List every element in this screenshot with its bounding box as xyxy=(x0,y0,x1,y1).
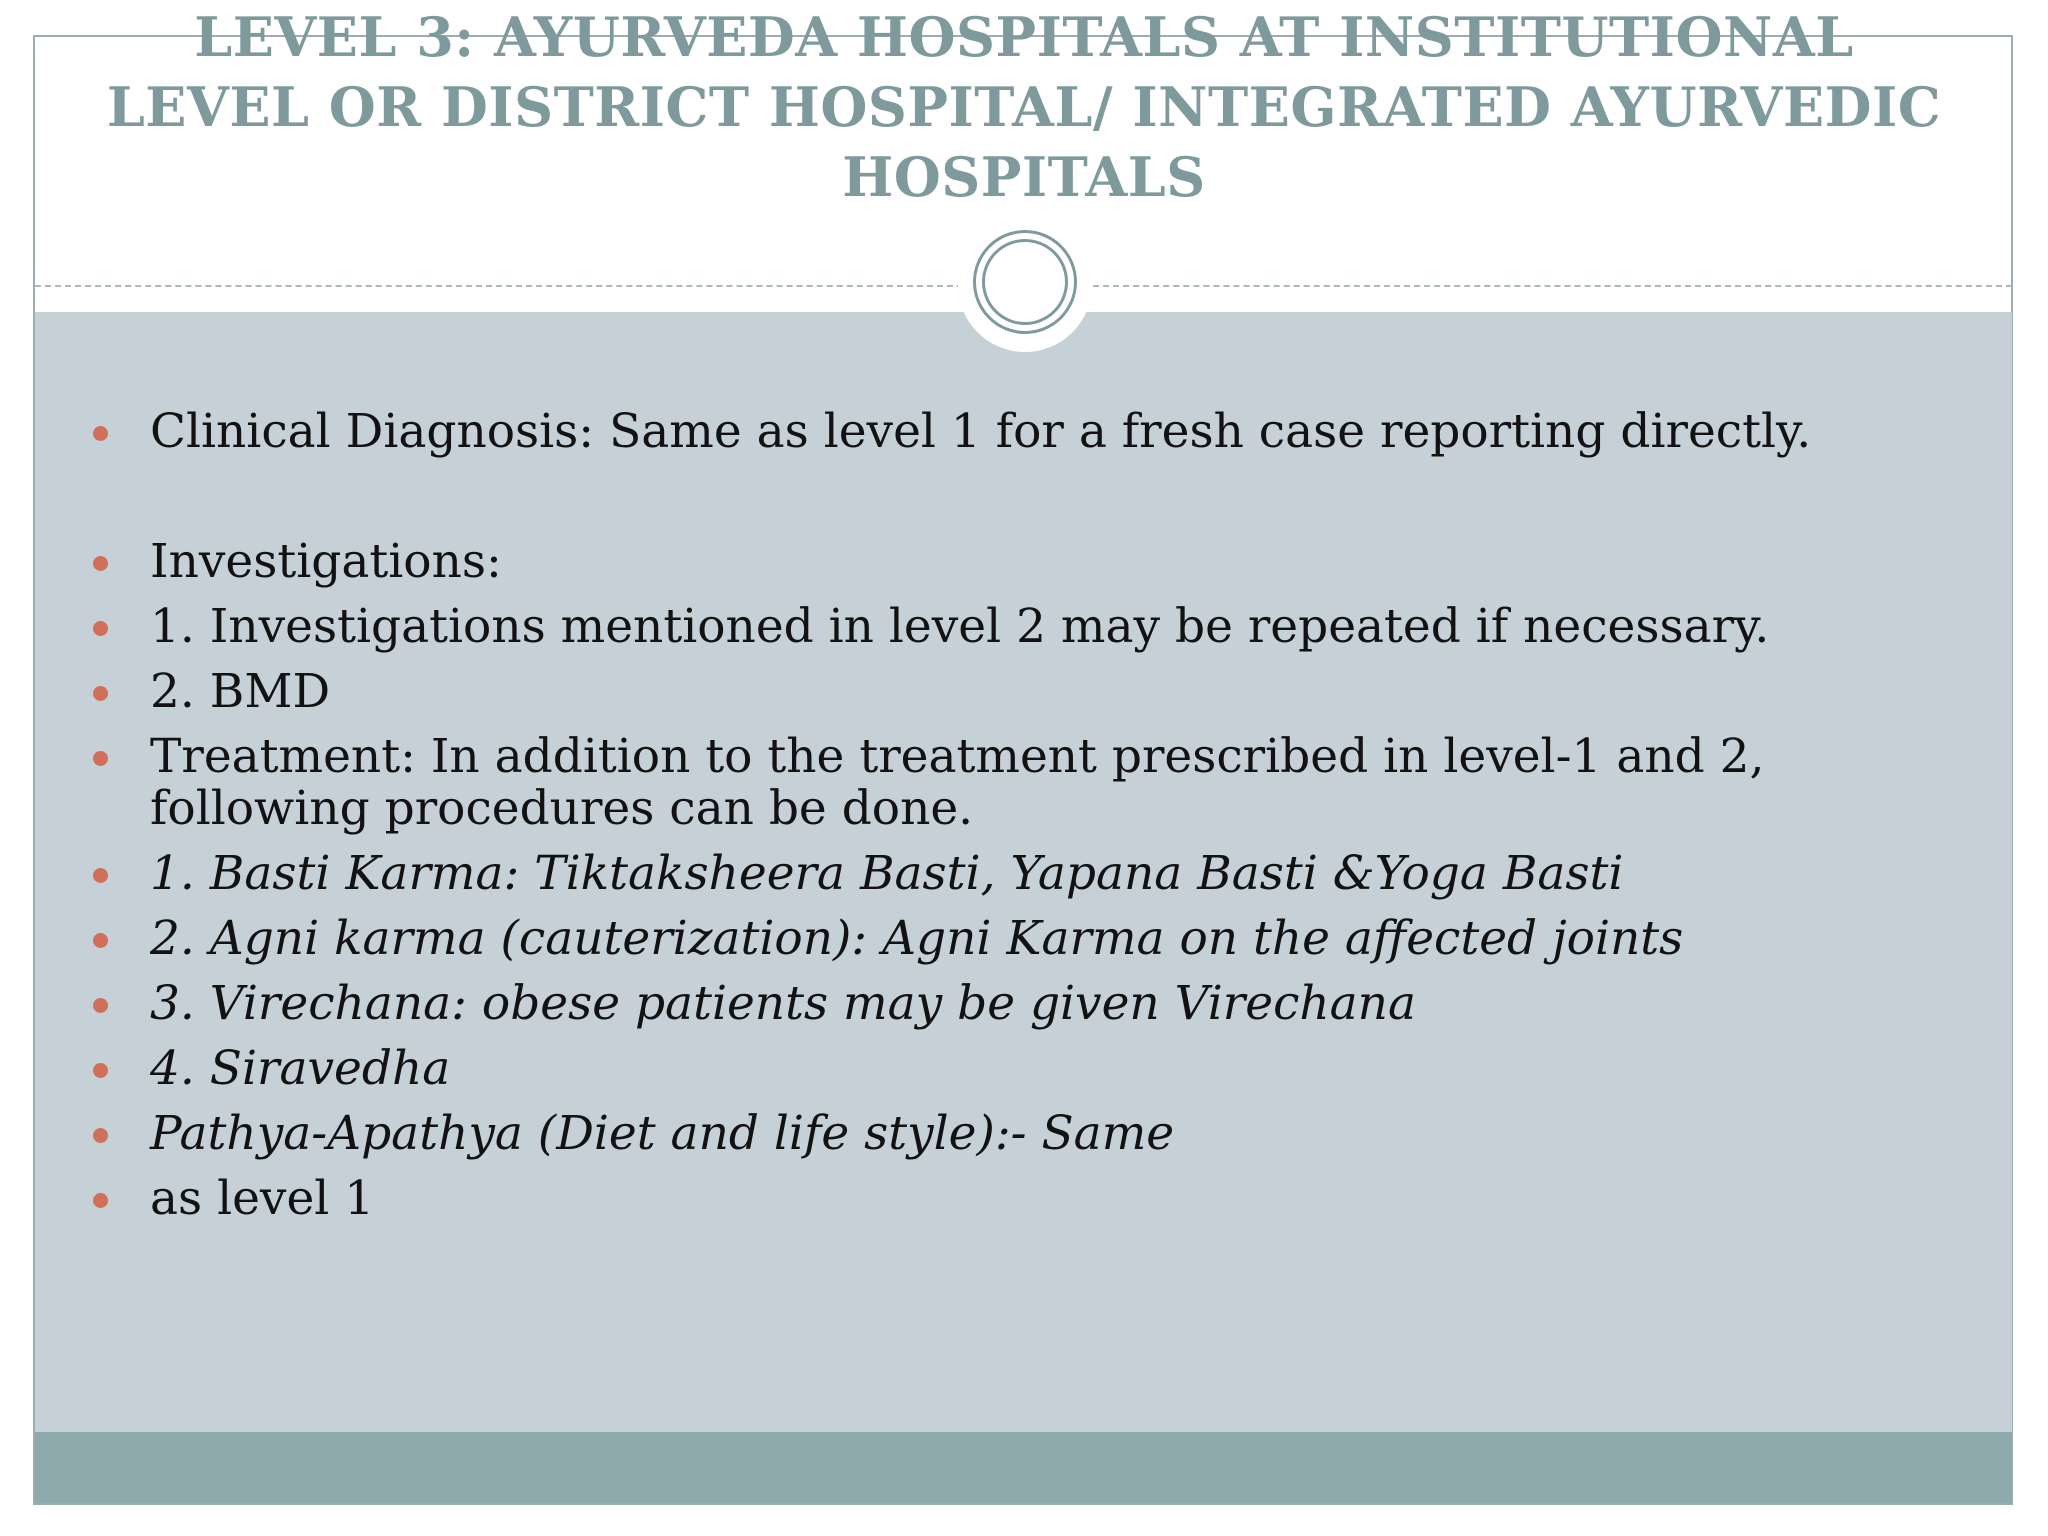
list-item xyxy=(90,406,1970,458)
slide-title xyxy=(80,2,1968,212)
bullet-icon xyxy=(93,933,108,948)
bullet-icon xyxy=(93,1128,108,1143)
list-item xyxy=(90,601,1970,653)
list-item xyxy=(90,978,1970,1030)
title-line: HOSPITALS xyxy=(842,145,1206,209)
list-item-text: Investigations: xyxy=(150,534,502,589)
bullet-icon xyxy=(93,426,108,441)
list-item-text: 4. Siravedha xyxy=(150,1041,451,1096)
title-line: LEVEL OR DISTRICT HOSPITAL/ INTEGRATED AYURVEDIC xyxy=(106,75,1942,139)
list-item xyxy=(90,666,1970,718)
bullet-icon xyxy=(93,998,108,1013)
list-item-text: Treatment: In addition to the treatment prescribed in level-1 and 2, following procedures can be done. xyxy=(150,729,1765,836)
bullet-list xyxy=(90,406,1970,1238)
bullet-icon xyxy=(93,1063,108,1078)
bullet-icon xyxy=(93,686,108,701)
bullet-icon xyxy=(93,556,108,571)
list-item xyxy=(90,1043,1970,1095)
circle-emblem-icon xyxy=(973,230,1077,334)
list-item xyxy=(90,913,1970,965)
list-item-text: Pathya-Apathya (Diet and life style):- Same xyxy=(150,1106,1175,1161)
list-item xyxy=(90,536,1970,588)
bullet-icon xyxy=(93,621,108,636)
list-item xyxy=(90,1108,1970,1160)
footer-band xyxy=(35,1432,2012,1503)
title-line: LEVEL 3: AYURVEDA HOSPITALS AT INSTITUTIONAL xyxy=(194,5,1854,69)
list-item-text: 1. Basti Karma: Tiktaksheera Basti, Yapana Basti &Yoga Basti xyxy=(150,846,1624,901)
list-item-text: 1. Investigations mentioned in level 2 may be repeated if necessary. xyxy=(150,599,1770,654)
list-item-text: 3. Virechana: obese patients may be given Virechana xyxy=(150,976,1416,1031)
title-divider-right xyxy=(1093,285,2012,287)
title-divider-left xyxy=(35,285,963,287)
list-item xyxy=(90,731,1970,835)
list-item-text: 2. Agni karma (cauterization): Agni Karma on the affected joints xyxy=(150,911,1684,966)
list-item xyxy=(90,848,1970,900)
bullet-icon xyxy=(93,751,108,766)
list-item-text: as level 1 xyxy=(150,1171,375,1226)
bullet-icon xyxy=(93,868,108,883)
list-item xyxy=(90,1173,1970,1225)
bullet-icon xyxy=(93,1193,108,1208)
list-item-text: 2. BMD xyxy=(150,664,331,719)
list-item-text: Clinical Diagnosis: Same as level 1 for a fresh case reporting directly. xyxy=(150,404,1812,459)
